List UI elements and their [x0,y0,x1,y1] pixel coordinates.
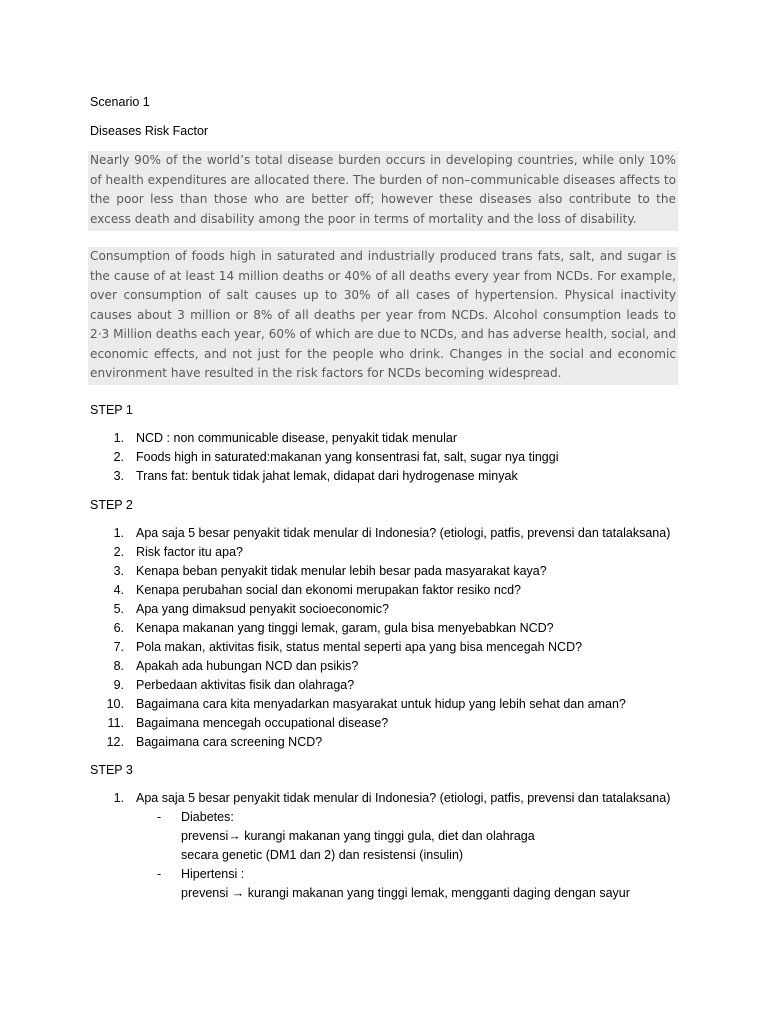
list-number: 3. [113,469,124,483]
list-number: 1. [113,526,124,540]
list-number: 11. [107,716,124,730]
diabetes-lines [181,808,535,865]
paragraph-2-text: Consumption of foods high in saturated and industrially produced trans fats, salt, and sugar is the cause of at least 14 million deaths or 40% of all deaths every year from NCDs. For example, over consumption of salt causes up to 30% of all cases of hypertension. Physical inactivity causes about 3 million or 8% of all deaths per year from NCDs. Alcohol consumption leads to 2·3 Million deaths each year, 60% of which are due to NCDs, and has adverse health, social, and economic effects, and not just for the people who drink. Changes in the social and economic environment have resulted in the risk factors for NCDs becoming widespread. [90,249,676,380]
list-number: 5. [113,602,124,616]
list-number: 4. [113,583,124,597]
list-number: 10. [106,697,124,711]
list-text: NCD : non communicable disease, penyakit tidak menular [136,431,457,445]
hypertension-title: Hipertensi : [181,867,245,881]
list-text: Perbedaan aktivitas fisik dan olahraga? [136,678,355,692]
paragraph-1-text: Nearly 90% of the world’s total disease burden occurs in developing countries, while only 10% of health expenditures are allocated there. The burden of non–communicable diseases affects to the poor less than those who are better off; however these diseases also contribute to the excess death and disability among the poor in terms of mortality and the loss of disability. [90,153,676,226]
list-text: Trans fat: bentuk tidak jahat lemak, didapat dari hydrogenase minyak [136,469,518,483]
list-number: 9. [113,678,124,692]
diabetes-prevention: prevensi→ kurangi makanan yang tinggi gula, diet dan olahraga [181,829,535,843]
list-text: Bagaimana cara screening NCD? [136,735,323,749]
list-number: 3. [113,564,124,578]
list-text: Bagaimana mencegah occupational disease? [136,716,389,730]
list-number: 7. [113,640,124,654]
list-number: 8. [113,659,124,673]
list-number: 1. [113,431,124,445]
list-text: Risk factor itu apa? [136,545,243,559]
list-text: Apa yang dimaksud penyakit socioeconomic? [136,602,389,616]
step2-heading: STEP 2 [90,498,133,512]
step3-heading: STEP 3 [90,763,133,777]
list-number: 2. [113,545,124,559]
step1-heading: STEP 1 [90,403,133,417]
diabetes-title: Diabetes: [181,810,234,824]
diabetes-genetic: secara genetic (DM1 dan 2) dan resistensi (insulin) [181,848,464,862]
hypertension-lines [181,865,630,903]
dash-bullet: - [157,867,162,881]
list-text: Kenapa perubahan social dan ekonomi merupakan faktor resiko ncd? [136,583,521,597]
list-number: 6. [113,621,124,635]
topic-title: Diseases Risk Factor [90,124,209,138]
list-text: Apa saja 5 besar penyakit tidak menular di Indonesia? (etiologi, patfis, prevensi dan tatalaksana) [136,526,671,540]
list-text: Foods high in saturated:makanan yang konsentrasi fat, salt, sugar nya tinggi [136,450,559,464]
list-number: 1. [113,791,124,805]
hypertension-prevention: prevensi → kurangi makanan yang tinggi lemak, mengganti daging dengan sayur [181,886,630,900]
list-text: Bagaimana cara kita menyadarkan masyarakat untuk hidup yang lebih sehat dan aman? [136,697,626,711]
list-text: Kenapa beban penyakit tidak menular lebih besar pada masyarakat kaya? [136,564,547,578]
list-text: Apakah ada hubungan NCD dan psikis? [136,659,359,673]
dash-bullet: - [157,810,162,824]
paragraph-1 [88,151,678,231]
list-number: 12. [106,735,124,749]
scenario-title: Scenario 1 [90,95,150,109]
list-text: Apa saja 5 besar penyakit tidak menular di Indonesia? (etiologi, patfis, prevensi dan tatalaksana) [136,791,671,805]
list-number: 2. [113,450,124,464]
paragraph-2 [88,247,678,385]
list-text: Pola makan, aktivitas fisik, status mental seperti apa yang bisa mencegah NCD? [136,640,583,654]
list-text: Kenapa makanan yang tinggi lemak, garam, gula bisa menyebabkan NCD? [136,621,554,635]
